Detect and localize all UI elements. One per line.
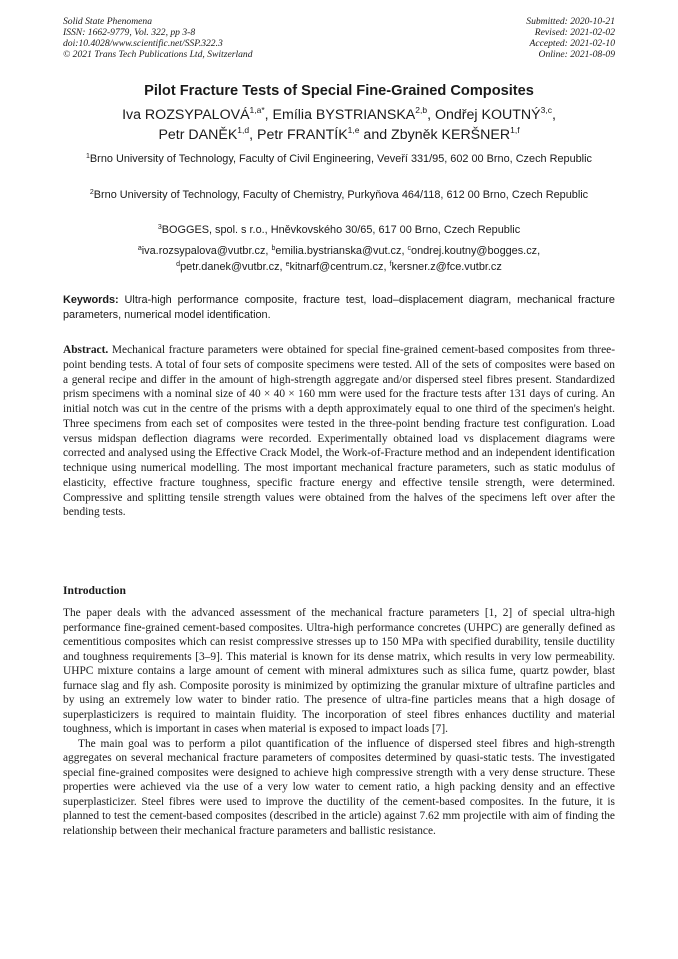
abstract-text: Mechanical fracture parameters were obtained for special fine-grained cement-based composites from three-point bending tests. A total of four sets of composite specimens were tested. All of the sets of composites were based on a general recipe and differ in the amount of high-strength aggregate and/or dispersed steel fibres present. Standardized prism specimens with a nominal size of 40 × 40 × 160 mm were used for the fracture tests after 131 days of curing. An initial notch was cut in the centre of the prisms with a depth approximately equal to one third of the specimen's height. Three specimens from each set of composites were tested in the three-point bending fracture test configuration. Load versus midspan deflection diagrams were recorded. Experimentally obtained load vs displacement diagrams were corrected and analysed using the Effective Crack Model, the Work-of-Fracture method and an independent identification technique using numerical modelling. The most important mechanical fracture parameters, such as static modulus of elasticity, effective fracture toughness, specific fracture energy and effective tensile strength, were determined. Compressive and splitting tensile strength values were obtained from the halves of the specimens left over after the bending tests. bbox=[63, 344, 615, 519]
author-affiliation-mark: 1,d bbox=[237, 125, 250, 135]
journal-doi: doi:10.4028/www.scientific.net/SSP.322.3 bbox=[63, 38, 223, 49]
author-emails bbox=[60, 243, 618, 275]
section-heading-introduction: Introduction bbox=[63, 584, 126, 597]
email-separator: , bbox=[401, 245, 408, 257]
author-separator: , bbox=[427, 107, 435, 123]
date-submitted: Submitted: 2020-10-21 bbox=[526, 16, 615, 27]
affiliation-text: Brno University of Technology, Faculty of Chemistry, Purkyňova 464/118, 612 00 Brno, Czech Republic bbox=[93, 189, 589, 201]
email-mark: b bbox=[271, 245, 276, 252]
paper-title: Pilot Fracture Tests of Special Fine-Grained Composites bbox=[144, 83, 534, 99]
author-name: Petr FRANTÍK bbox=[257, 127, 348, 143]
author-name: Ondřej KOUTNÝ bbox=[434, 107, 541, 123]
email-mark: f bbox=[389, 261, 392, 268]
date-revised: Revised: 2021-02-02 bbox=[534, 27, 615, 38]
email-link[interactable]: emilia.bystrianska@vut.cz bbox=[275, 245, 402, 257]
paragraph: The main goal was to perform a pilot quantification of the influence of dispersed steel fibres and high-strength aggregates on several mechanical fracture parameters of composites determined by quasi-static tests. The investigated special fine-grained composites were designed to achieve high compressive strength with a very dense structure. These properties were achieved via the use of a very low water to cement ratio, a high packing density and an effective superplasticizer. Steel fibres were used to improve the ductility of the cement-based composites. In the future, it is planned to test the cement-based composites (described in the article) against 7.62 mm projectile with aim of finding the relationship between their mechanical fracture parameters and ballistic resistance. bbox=[63, 737, 615, 837]
author-name: Zbyněk KERŠNER bbox=[391, 127, 511, 143]
author-separator: and bbox=[359, 127, 392, 143]
keywords-section bbox=[63, 293, 615, 322]
publication-dates bbox=[526, 16, 615, 60]
date-accepted: Accepted: 2021-02-10 bbox=[529, 38, 615, 49]
email-link[interactable]: kitnarf@centrum.cz bbox=[289, 261, 384, 273]
abstract-section bbox=[63, 343, 615, 520]
paragraph: The paper deals with the advanced assessment of the mechanical fracture parameters [1, 2] of special ultra-high performance fine-grained cement-based composites. Ultra-high performance concretes (UHPC) are generally defined as cementitious composites which can resist compressive stresses up to 150 MPa with specified durability, tensile ductility and toughness requirements [3–9]. This material is known for its dense matrix, which results in very low permeability. UHPC mixture contains a large amount of cement with mineral admixtures such as silica fume, quartz powder, blast furnace slag and fly ash. Composite porosity is minimized by optimizing the granular mixture of ultrafine particles and by using an extremely low water to binder ratio. The presence of ultra-fine particles means that a high dosage of superplasticizers is required to maintain fluidity. The incorporation of steel fibres enhances ductility and material toughness, which is important in cases when material is exposed to impact loads [7]. bbox=[63, 607, 615, 735]
abstract-label: Abstract. bbox=[63, 344, 109, 356]
affiliation-mark: 3 bbox=[157, 224, 162, 231]
affiliation-mark: 1 bbox=[86, 153, 90, 160]
journal-name: Solid State Phenomena bbox=[63, 16, 152, 27]
email-separator: , bbox=[279, 261, 286, 273]
author-separator: , bbox=[249, 127, 257, 143]
author-separator: , bbox=[264, 107, 273, 123]
email-link[interactable]: petr.danek@vutbr.cz bbox=[180, 261, 280, 273]
email-separator: , bbox=[383, 261, 390, 273]
date-online: Online: 2021-08-09 bbox=[538, 49, 615, 60]
author-separator: , bbox=[551, 107, 556, 123]
email-mark: a bbox=[137, 245, 142, 252]
email-mark: e bbox=[285, 261, 290, 268]
affiliation-text: Brno University of Technology, Faculty of Civil Engineering, Veveří 331/95, 602 00 Brno, Czech Republic bbox=[89, 153, 592, 165]
journal-info bbox=[63, 16, 253, 60]
author-name: Iva ROZSYPALOVÁ bbox=[122, 107, 250, 123]
email-separator: , bbox=[537, 245, 541, 257]
introduction-body bbox=[63, 606, 615, 838]
author-affiliation-mark: 1,f bbox=[510, 125, 520, 135]
author-affiliation-mark: 2,b bbox=[415, 105, 428, 115]
affiliation-3 bbox=[80, 222, 598, 238]
author-list bbox=[40, 105, 638, 145]
journal-copyright: © 2021 Trans Tech Publications Ltd, Switzerland bbox=[63, 49, 253, 60]
keywords-text: Ultra-high performance composite, fracture test, load–displacement diagram, mechanical fracture parameters, numerical model identification. bbox=[63, 294, 615, 321]
email-separator: , bbox=[265, 245, 272, 257]
affiliation-text: BOGGES, spol. s r.o., Hněvkovského 30/65, 617 00 Brno, Czech Republic bbox=[161, 224, 521, 236]
author-affiliation-mark: 3,c bbox=[540, 105, 552, 115]
affiliation-mark: 2 bbox=[89, 189, 94, 196]
author-affiliation-mark: 1,e bbox=[347, 125, 360, 135]
author-name: Emília BYSTRIANSKA bbox=[272, 107, 416, 123]
author-name: Petr DANĚK bbox=[158, 127, 238, 143]
email-link[interactable]: kersner.z@fce.vutbr.cz bbox=[391, 261, 502, 273]
journal-issn: ISSN: 1662-9779, Vol. 322, pp 3-8 bbox=[63, 27, 196, 38]
affiliation-2 bbox=[80, 187, 598, 203]
email-link[interactable]: ondrej.koutny@bogges.cz bbox=[411, 245, 538, 257]
author-affiliation-mark: 1,a* bbox=[249, 105, 265, 115]
email-link[interactable]: iva.rozsypalova@vutbr.cz bbox=[141, 245, 266, 257]
email-mark: d bbox=[176, 261, 181, 268]
affiliation-1 bbox=[80, 151, 598, 167]
keywords-label: Keywords: bbox=[63, 294, 119, 306]
email-mark: c bbox=[407, 245, 412, 252]
